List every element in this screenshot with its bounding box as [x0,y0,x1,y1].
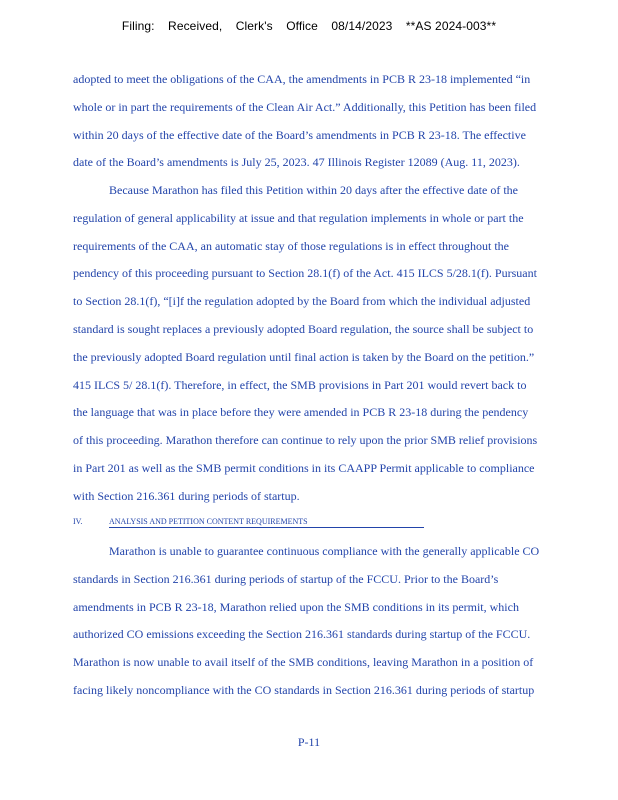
text-line: to Section 28.1(f), “[i]f the regulation adopted by the Board from which the individual adjusted [73,294,531,309]
text-line: whole or in part the requirements of the Clean Air Act.” Additionally, this Petition has been filed [73,99,537,114]
header-filing: Filing: [121,19,155,33]
paragraph-1 [73,66,599,177]
text-line: in Part 201 as well as the SMB permit conditions in its CAAPP Permit applicable to compliance [73,460,535,475]
header-clerks: Clerk's [235,19,273,33]
text-line: requirements of the CAA, an automatic stay of those regulations is in effect throughout the [73,238,510,253]
filing-header [0,19,618,33]
page-number: P-11 [297,735,321,749]
text-line: Marathon is now unable to avail itself of the SMB conditions, leaving Marathon in a position of [73,655,534,670]
header-office: Office [286,19,318,33]
text-line: amendments in PCB R 23-18, Marathon relied upon the SMB conditions in its permit, which [73,599,519,614]
section-number: IV. [73,517,83,526]
text-line: standard is sought replaces a previously adopted Board regulation, the source shall be subject to [73,321,534,336]
text-line: Because Marathon has filed this Petition within 20 days after the effective date of the [109,183,518,197]
text-line: the language that was in place before they were amended in PCB R 23-18 during the pendency [73,405,529,420]
text-line: standards in Section 216.361 during periods of startup of the FCCU. Prior to the Board’s [73,571,499,586]
section-title: ANALYSIS AND PETITION CONTENT REQUIREMENTS [109,517,424,528]
text-line: date of the Board’s amendments is July 25, 2023. 47 Illinois Register 12089 (Aug. 11, 2023). [73,155,520,170]
text-line: of this proceeding. Marathon therefore can continue to rely upon the prior SMB relief provisions [73,433,538,448]
paragraph-2 [73,177,599,511]
text-line: 415 ILCS 5/ 28.1(f). Therefore, in effect, the SMB provisions in Part 201 would revert back to [73,377,527,392]
header-received: Received, [168,19,223,33]
text-line: within 20 days of the effective date of the Board’s amendments in PCB R 23-18. The effective [73,127,526,142]
header-docket: **AS 2024-003** [405,19,497,33]
section-heading [73,517,424,528]
text-line: regulation of general applicability at issue and that regulation implements in whole or part the [73,210,524,225]
header-date: 08/14/2023 [331,19,393,33]
text-line: Marathon is unable to guarantee continuous compliance with the generally applicable CO [109,544,540,558]
paragraph-3 [73,538,599,705]
text-line: with Section 216.361 during periods of startup. [73,488,300,503]
text-line: authorized CO emissions exceeding the Section 216.361 standards during startup of the FCCU. [73,627,531,642]
text-line: adopted to meet the obligations of the CAA, the amendments in PCB R 23-18 implemented “in [73,72,531,86]
text-line: pendency of this proceeding pursuant to Section 28.1(f) of the Act. 415 ILCS 5/28.1(f). Pursuant [73,266,537,281]
text-line: the previously adopted Board regulation until final action is taken by the Board on the petition.” [73,349,535,364]
text-line: facing likely noncompliance with the CO standards in Section 216.361 during periods of startup [73,682,535,697]
